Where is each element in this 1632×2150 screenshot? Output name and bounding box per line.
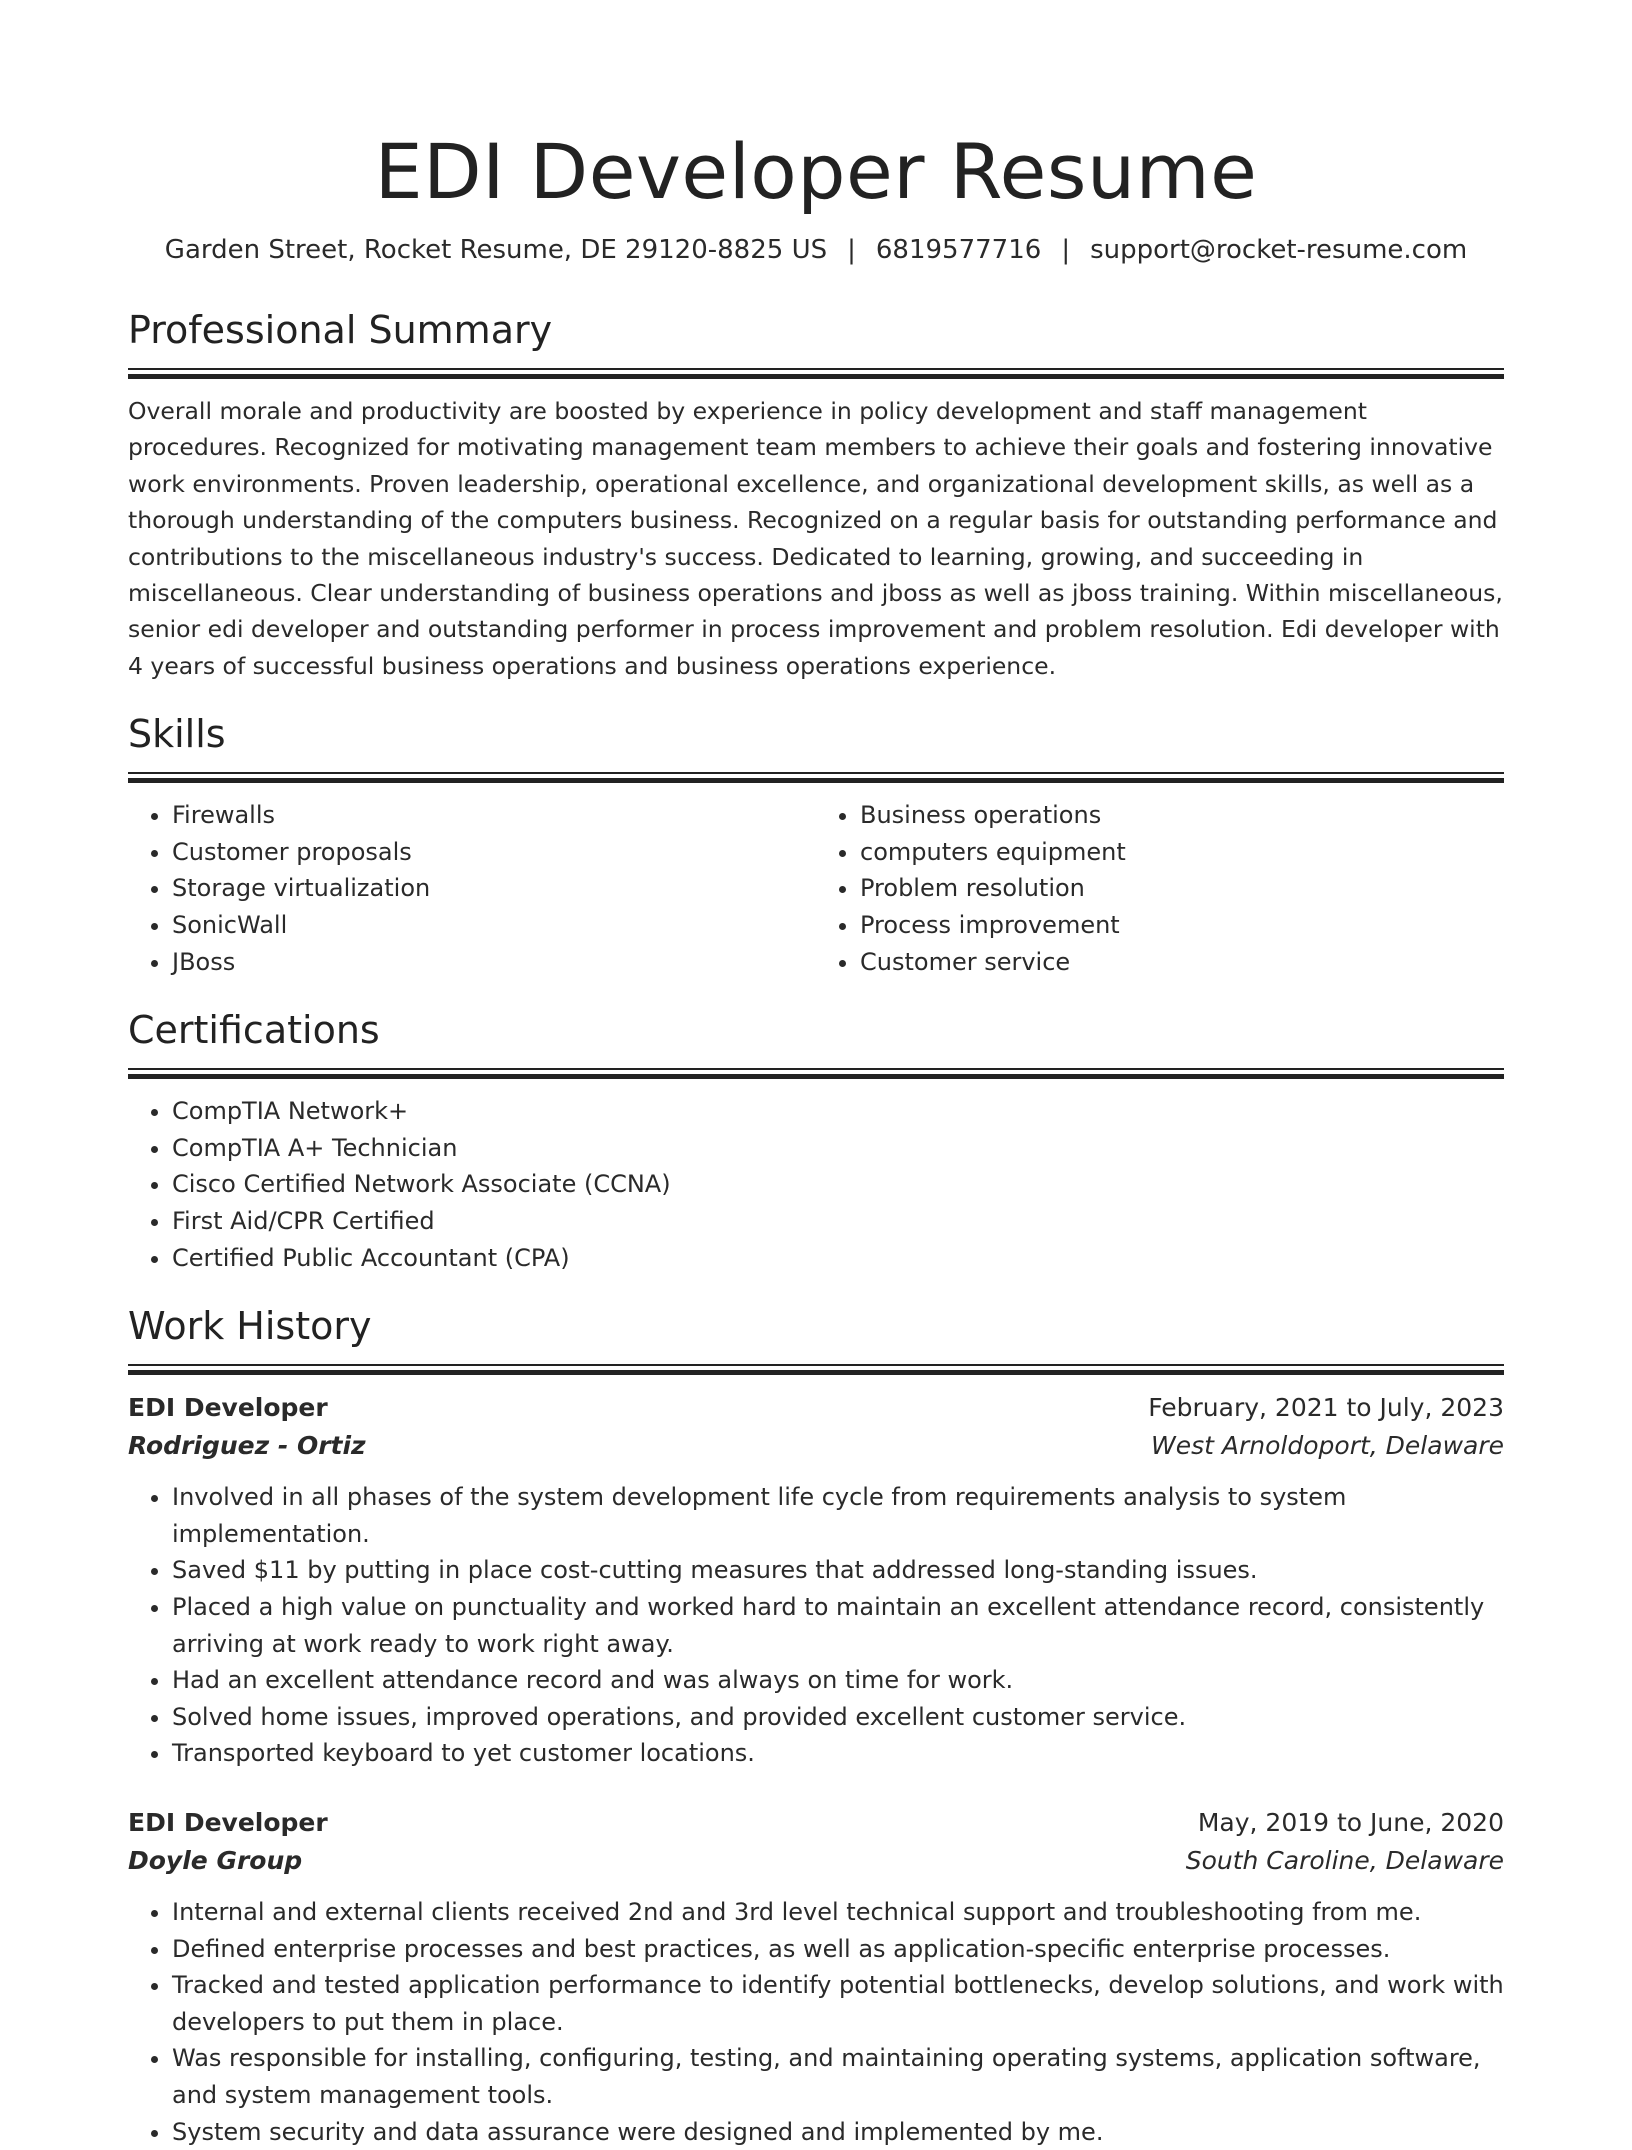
job-company: Rodriguez - Ortiz — [128, 1427, 366, 1465]
job-subheader — [128, 1427, 1504, 1465]
skill-item: • Process improvement — [860, 907, 1504, 944]
job-bullet: • System security and data assurance were designed and implemented by me. — [172, 2114, 1504, 2150]
certifications-heading: Certifications — [128, 1006, 1504, 1054]
job-bullet: • Was responsible for installing, configuring, testing, and maintaining operating systems, application software, and system management tools. — [172, 2040, 1504, 2113]
contact-line — [128, 232, 1504, 268]
job-location: West Arnoldoport, Delaware — [1151, 1427, 1504, 1465]
job-title: EDI Developer — [128, 1389, 328, 1427]
skill-item: • Firewalls — [172, 797, 816, 834]
certification-item: • CompTIA Network+ — [172, 1093, 1504, 1130]
summary-section — [128, 306, 1504, 684]
certifications-list — [128, 1093, 1504, 1276]
job-bullet: • Solved home issues, improved operations, and provided excellent customer service. — [172, 1699, 1504, 1736]
skill-item: • JBoss — [172, 944, 816, 981]
certification-item: • CompTIA A+ Technician — [172, 1130, 1504, 1167]
job-header — [128, 1389, 1504, 1427]
skill-item: • computers equipment — [860, 834, 1504, 871]
job-entry — [128, 1389, 1504, 1772]
job-bullet: • Saved $11 by putting in place cost-cutting measures that addressed long-standing issues. — [172, 1552, 1504, 1589]
skill-item: • Storage virtualization — [172, 870, 816, 907]
section-divider — [128, 1068, 1504, 1079]
job-bullet: • Defined enterprise processes and best practices, as well as application-specific enterprise processes. — [172, 1931, 1504, 1968]
skills-list-right — [816, 797, 1504, 980]
job-subheader — [128, 1842, 1504, 1880]
work-history-heading: Work History — [128, 1302, 1504, 1350]
contact-address: Garden Street, Rocket Resume, DE 29120-8825 US — [165, 235, 827, 265]
section-divider — [128, 772, 1504, 783]
job-title: EDI Developer — [128, 1804, 328, 1842]
certification-item: • First Aid/CPR Certified — [172, 1203, 1504, 1240]
skills-list-left — [128, 797, 816, 980]
work-history-section — [128, 1302, 1504, 2150]
summary-text: Overall morale and productivity are boosted by experience in policy development and staff management procedures. Recognized for motivating management team members to achieve their goals and fostering innovative work environments. Proven leadership, operational excellence, and organizational development skills, as well as a thorough understanding of the computers business. Recognized on a regular basis for outstanding performance and contributions to the miscellaneous industry's success. Dedicated to learning, growing, and succeeding in miscellaneous. Clear understanding of business operations and jboss as well as jboss training. Within miscellaneous, senior edi developer and outstanding performer in process improvement and problem resolution. Edi developer with 4 years of successful business operations and business operations experience. — [128, 393, 1504, 684]
skill-item: • SonicWall — [172, 907, 816, 944]
skills-grid — [128, 783, 1504, 980]
job-dates: May, 2019 to June, 2020 — [1198, 1804, 1504, 1842]
job-bullet: • Transported keyboard to yet customer locations. — [172, 1735, 1504, 1772]
resume-title: EDI Developer Resume — [128, 124, 1504, 220]
skill-item: • Customer service — [860, 944, 1504, 981]
job-location: South Caroline, Delaware — [1186, 1842, 1504, 1880]
resume-page — [128, 0, 1504, 2150]
job-dates: February, 2021 to July, 2023 — [1148, 1389, 1504, 1427]
certifications-section — [128, 1006, 1504, 1276]
skill-item: • Business operations — [860, 797, 1504, 834]
skill-item: • Customer proposals — [172, 834, 816, 871]
section-divider — [128, 368, 1504, 379]
contact-email: support@rocket-resume.com — [1090, 235, 1467, 265]
job-bullet: • Involved in all phases of the system development life cycle from requirements analysis to system implementation. — [172, 1479, 1504, 1552]
job-bullets — [128, 1479, 1504, 1772]
skills-heading: Skills — [128, 710, 1504, 758]
certification-item: • Cisco Certified Network Associate (CCNA) — [172, 1166, 1504, 1203]
skills-section — [128, 710, 1504, 980]
job-company: Doyle Group — [128, 1842, 302, 1880]
job-bullets — [128, 1894, 1504, 2150]
certification-item: • Certified Public Accountant (CPA) — [172, 1240, 1504, 1277]
contact-separator: | — [1061, 232, 1070, 268]
job-bullet: • Tracked and tested application performance to identify potential bottlenecks, develop solutions, and work with developers to put them in place. — [172, 1967, 1504, 2040]
contact-separator: | — [847, 232, 856, 268]
summary-heading: Professional Summary — [128, 306, 1504, 354]
job-bullet: • Placed a high value on punctuality and worked hard to maintain an excellent attendance record, consistently arriving at work ready to work right away. — [172, 1589, 1504, 1662]
section-divider — [128, 1364, 1504, 1375]
skill-item: • Problem resolution — [860, 870, 1504, 907]
job-bullet: • Had an excellent attendance record and was always on time for work. — [172, 1662, 1504, 1699]
job-entry — [128, 1804, 1504, 2150]
job-bullet: • Internal and external clients received 2nd and 3rd level technical support and troubleshooting from me. — [172, 1894, 1504, 1931]
job-header — [128, 1804, 1504, 1842]
contact-phone: 6819577716 — [876, 235, 1041, 265]
